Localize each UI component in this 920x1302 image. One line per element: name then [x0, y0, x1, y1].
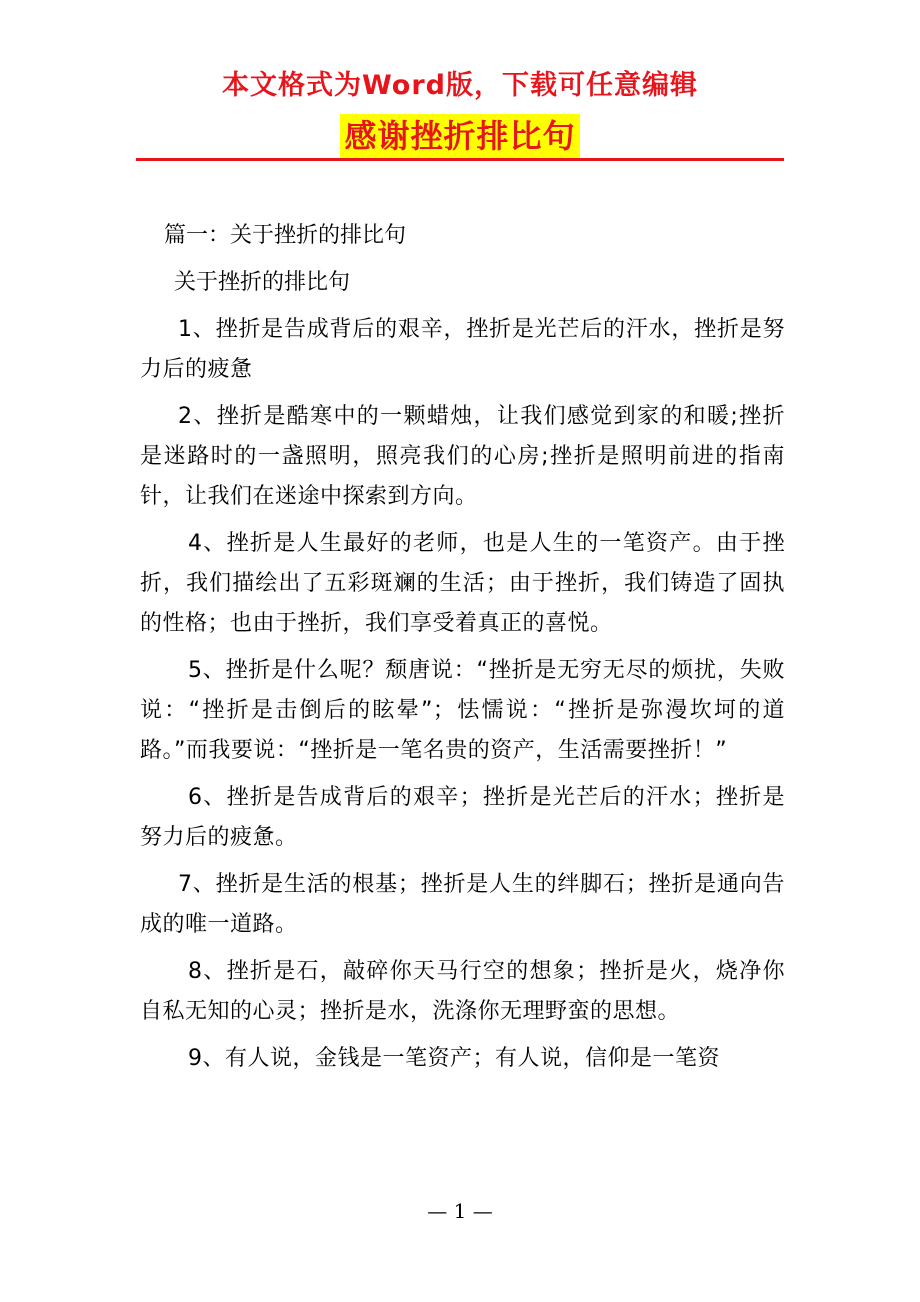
title-wrapper: [0, 114, 920, 158]
section-heading: 篇一：关于挫折的排比句: [164, 223, 407, 248]
document-body: [140, 216, 785, 1086]
paragraph-5: 5、挫折是什么呢？颓唐说：“挫折是无穷无尽的烦扰，失败说：“挫折是击倒后的眩晕”；怯懦说：“挫折是弥漫坎坷的道路。”而我要说：“挫折是一笔名贵的资产，生活需要挫折！”: [140, 658, 785, 763]
paragraph-8: 8、挫折是石，敲碎你天马行空的想象；挫折是火，烧净你自私无知的心灵；挫折是水，洗涤你无理野蛮的思想。: [140, 959, 785, 1024]
format-banner: 本文格式为Word版，下载可任意编辑: [221, 70, 698, 101]
title-divider: [136, 158, 784, 161]
document-title: 感谢挫折排比句: [340, 114, 579, 158]
page-number: — 1 —: [427, 1199, 493, 1223]
paragraph-4: 4、挫折是人生最好的老师，也是人生的一笔资产。由于挫折，我们描绘出了五彩斑斓的生活；由于挫折，我们铸造了固执的性格；也由于挫折，我们享受着真正的喜悦。: [140, 531, 785, 636]
paragraph-2: 2、挫折是酷寒中的一颗蜡烛，让我们感觉到家的和暖;挫折是迷路时的一盏照明，照亮我们的心房;挫折是照明前进的指南针，让我们在迷途中探索到方向。: [140, 404, 785, 509]
paragraph-1: 1、挫折是告成背后的艰辛，挫折是光芒后的汗水，挫折是努力后的疲惫: [140, 317, 785, 382]
paragraph-9: 9、有人说，金钱是一笔资产；有人说，信仰是一笔资: [188, 1046, 720, 1071]
paragraph-7: 7、挫折是生活的根基；挫折是人生的绊脚石；挫折是通向告成的唯一道路。: [140, 872, 785, 937]
subheading: 关于挫折的排比句: [174, 270, 351, 295]
paragraph-6: 6、挫折是告成背后的艰辛；挫折是光芒后的汗水；挫折是努力后的疲惫。: [140, 785, 785, 850]
